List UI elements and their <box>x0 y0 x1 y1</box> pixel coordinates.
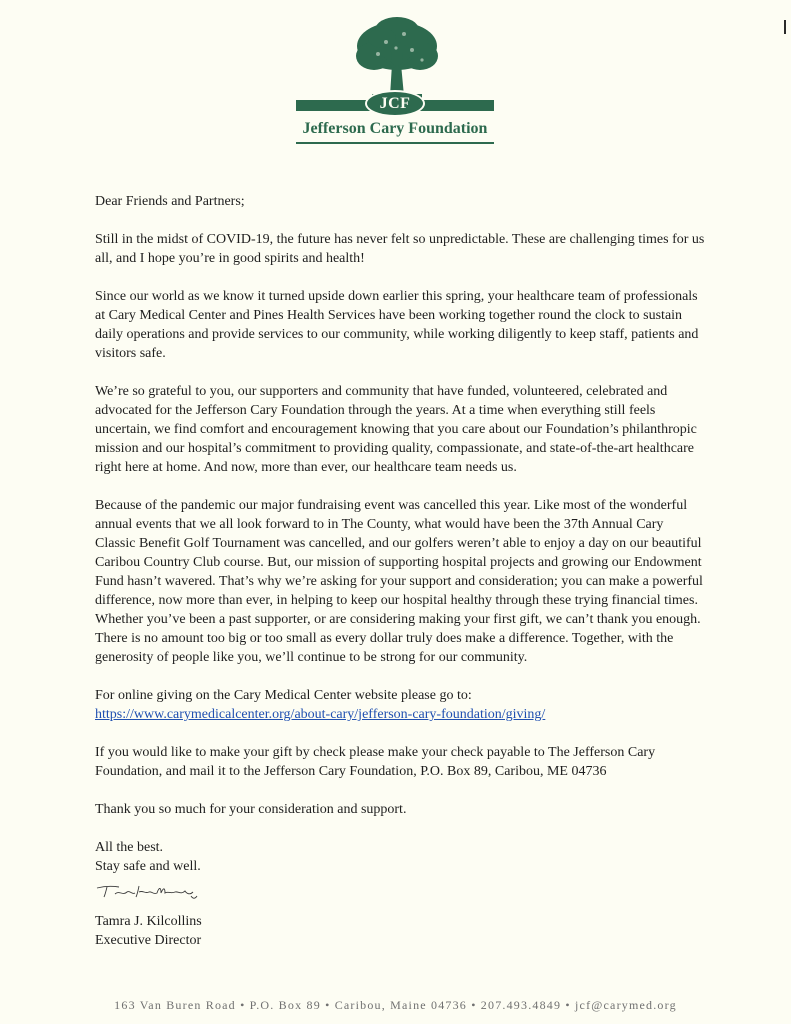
giving-link[interactable]: https://www.carymedicalcenter.org/about-cary/jefferson-cary-foundation/giving/ <box>95 707 546 722</box>
paragraph-gratitude: We’re so grateful to you, our supporters and community that have funded, volunteered, celebrated and advocated for the Jefferson Cary Foundation through the years. At a time when everything still feels uncertain, we find comfort and encouragement knowing that you care about our Foundation’s philanthropic mission and our hospital’s commitment to providing quality, compassionate, and state-of-the-art healthcare right here at home. And now, more than ever, our healthcare team needs us. <box>95 384 697 475</box>
signer-name: Tamra J. Kilcollins <box>95 914 202 929</box>
scan-edge-mark <box>784 20 786 34</box>
footer-address: 163 Van Buren Road • P.O. Box 89 • Caribou, Maine 04736 • 207.493.4849 • jcf@carymed.org <box>114 998 677 1012</box>
logo-monogram: JCF <box>365 90 425 117</box>
paragraph-online-giving <box>95 686 707 724</box>
paragraph-check: If you would like to make your gift by check please make your check payable to The Jefferson Cary Foundation, and mail it to the Jefferson Cary Foundation, P.O. Box 89, Caribou, ME 04736 <box>95 745 656 779</box>
thanks-line: Thank you so much for your consideration and support. <box>95 802 407 817</box>
closing <box>95 838 707 950</box>
closing-line-1: All the best. <box>95 840 164 855</box>
closing-line-2: Stay safe and well. <box>95 859 201 874</box>
salutation: Dear Friends and Partners; <box>95 194 245 209</box>
paragraph-fundraising: Because of the pandemic our major fundraising event was cancelled this year. Like most of the wonderful annual events that we all look forward to in The County, what would have been the 37th Annual Cary Classic Benefit Golf Tournament was cancelled, and our golfers weren’t able to enjoy a day on our beautiful Caribou Country Club course. But, our mission of supporting hospital projects and growing our Endowment Fund hasn’t wavered. That’s why we’re asking for your support and consideration; you can make a powerful difference, now more than ever, in helping to keep our hospital healthy through these trying financial times. Whether you’ve been a past supporter, or are considering making your first gift, we can’t thank you enough. There is no amount too big or too small as every dollar truly does make a difference. Together, with the generosity of people like you, we’ll continue to be strong for our community. <box>95 498 703 665</box>
handwritten-signature <box>95 882 215 900</box>
paragraph-healthcare-team: Since our world as we know it turned upside down earlier this spring, your healthcare team of professionals at Cary Medical Center and Pines Health Services have been working together round the clock to sustain daily operations and provide services to our community, while working diligently to keep staff, patients and visitors safe. <box>95 289 699 361</box>
signer-title: Executive Director <box>95 933 202 948</box>
org-name: Jefferson Cary Foundation <box>302 120 488 137</box>
org-name-underline <box>296 142 494 144</box>
paragraph-covid: Still in the midst of COVID-19, the future has never felt so unpredictable. These are challenging times for us all, and I hope you’re in good spirits and health! <box>95 232 705 266</box>
letter-body <box>95 192 707 950</box>
online-giving-intro: For online giving on the Cary Medical Center website please go to: <box>95 688 472 703</box>
letterhead <box>0 0 791 150</box>
